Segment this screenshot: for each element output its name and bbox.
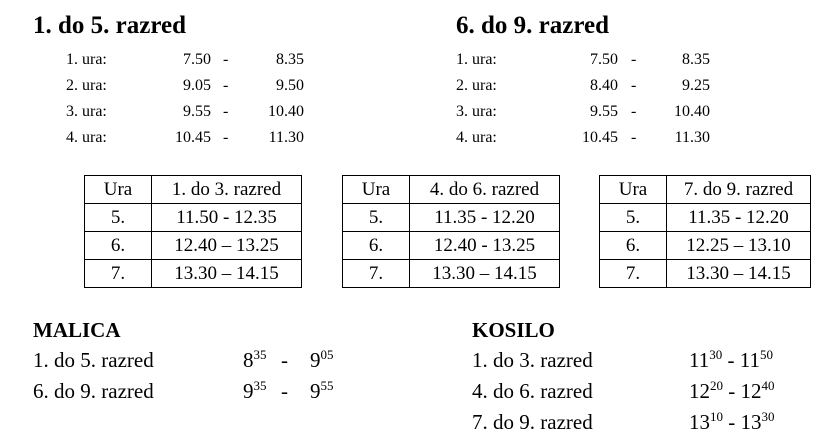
table-cell: 13.30 – 14.15 xyxy=(152,260,302,288)
table-cell: 5. xyxy=(85,204,152,232)
malica-grade-label: 1. do 5. razred xyxy=(33,348,154,372)
period-separator: - xyxy=(631,129,637,146)
period-label: 4. ura: xyxy=(66,129,107,146)
malica-separator: - xyxy=(281,379,288,403)
period-start: 7.50 xyxy=(183,51,211,68)
table-cell: 12.40 – 13.25 xyxy=(152,232,302,260)
kosilo-time: $11^{30} - 11^{50}$ xyxy=(689,347,773,372)
kosilo-grade-label: 4. do 6. razred xyxy=(472,379,593,403)
table-cell: 11.35 - 12.20 xyxy=(410,204,560,232)
schedule-row xyxy=(456,52,722,72)
period-separator: - xyxy=(223,51,229,68)
table-cell: 12.25 – 13.10 xyxy=(667,232,811,260)
schedule-row xyxy=(66,104,316,124)
table-row xyxy=(600,204,811,232)
malica-end-time: $9^{05}$ xyxy=(310,347,334,372)
schedule-row xyxy=(66,52,316,72)
schedule-row xyxy=(66,78,316,98)
table-cell: 11.35 - 12.20 xyxy=(667,204,811,232)
malica-title: MALICA xyxy=(33,318,121,342)
malica-end-time: $9^{55}$ xyxy=(310,378,334,403)
table-row xyxy=(343,232,560,260)
heading-grades-1-5: 1. do 5. razred xyxy=(33,12,186,39)
period-end: 11.30 xyxy=(674,129,710,146)
period-end: 9.50 xyxy=(276,77,304,94)
table-cell: 13.30 – 14.15 xyxy=(410,260,560,288)
schedule-grades-6-9 xyxy=(456,52,722,152)
table-cell: 6. xyxy=(343,232,410,260)
period-label: 4. ura: xyxy=(456,129,497,146)
kosilo-time: $12^{20} - 12^{40}$ xyxy=(689,378,775,403)
period-label: 1. ura: xyxy=(66,51,107,68)
period-separator: - xyxy=(631,103,637,120)
table-cell: 7. xyxy=(85,260,152,288)
schedule-row xyxy=(456,130,722,150)
period-start: 7.50 xyxy=(590,51,618,68)
table-row xyxy=(600,260,811,288)
table-cell: 12.40 - 13.25 xyxy=(410,232,560,260)
period-end: 11.30 xyxy=(268,129,304,146)
period-label: 1. ura: xyxy=(456,51,497,68)
period-end: 10.40 xyxy=(268,103,304,120)
period-start: 9.55 xyxy=(590,103,618,120)
table-header-cell: Ura xyxy=(343,176,410,204)
table-header-row xyxy=(600,176,811,204)
table-row xyxy=(343,204,560,232)
kosilo-grade-label: 7. do 9. razred xyxy=(472,410,593,434)
table-header-cell: 7. do 9. razred xyxy=(667,176,811,204)
malica-separator: - xyxy=(281,348,288,372)
period-label: 2. ura: xyxy=(456,77,497,94)
table-row xyxy=(85,204,302,232)
period-separator: - xyxy=(631,51,637,68)
table-cell: 11.50 - 12.35 xyxy=(152,204,302,232)
table-header-cell: 1. do 3. razred xyxy=(152,176,302,204)
table-cell: 13.30 – 14.15 xyxy=(667,260,811,288)
period-separator: - xyxy=(631,77,637,94)
table-header-cell: Ura xyxy=(600,176,667,204)
period-end: 10.40 xyxy=(674,103,710,120)
period-label: 3. ura: xyxy=(66,103,107,120)
period-separator: - xyxy=(223,129,229,146)
period-end: 8.35 xyxy=(276,51,304,68)
period-end: 9.25 xyxy=(682,77,710,94)
kosilo-grade-label: 1. do 3. razred xyxy=(472,348,593,372)
period-start: 9.55 xyxy=(183,103,211,120)
period-start: 8.40 xyxy=(590,77,618,94)
malica-start-time: $9^{35}$ xyxy=(243,378,267,403)
period-label: 3. ura: xyxy=(456,103,497,120)
kosilo-time: $13^{10} - 13^{30}$ xyxy=(689,409,775,434)
table-cell: 6. xyxy=(85,232,152,260)
table-cell: 7. xyxy=(600,260,667,288)
table-cell: 7. xyxy=(343,260,410,288)
period-label: 2. ura: xyxy=(66,77,107,94)
malica-grade-label: 6. do 9. razred xyxy=(33,379,154,403)
table-header-row xyxy=(343,176,560,204)
table-row xyxy=(600,232,811,260)
schedule-row xyxy=(66,130,316,150)
period-start: 9.05 xyxy=(183,77,211,94)
schedule-row xyxy=(456,78,722,98)
kosilo-title: KOSILO xyxy=(472,318,555,342)
period-start: 10.45 xyxy=(582,129,618,146)
schedule-table-grades-1-3 xyxy=(84,175,302,288)
table-cell: 5. xyxy=(343,204,410,232)
schedule-grades-1-5 xyxy=(66,52,316,152)
table-row xyxy=(343,260,560,288)
table-cell: 6. xyxy=(600,232,667,260)
heading-grades-6-9: 6. do 9. razred xyxy=(456,12,609,39)
malica-start-time: $8^{35}$ xyxy=(243,347,267,372)
schedule-table-grades-7-9 xyxy=(599,175,811,288)
table-header-row xyxy=(85,176,302,204)
period-separator: - xyxy=(223,103,229,120)
table-header-cell: 4. do 6. razred xyxy=(410,176,560,204)
period-separator: - xyxy=(223,77,229,94)
table-header-cell: Ura xyxy=(85,176,152,204)
schedule-table-grades-4-6 xyxy=(342,175,560,288)
table-row xyxy=(85,260,302,288)
table-row xyxy=(85,232,302,260)
period-end: 8.35 xyxy=(682,51,710,68)
period-start: 10.45 xyxy=(175,129,211,146)
schedule-row xyxy=(456,104,722,124)
table-cell: 5. xyxy=(600,204,667,232)
